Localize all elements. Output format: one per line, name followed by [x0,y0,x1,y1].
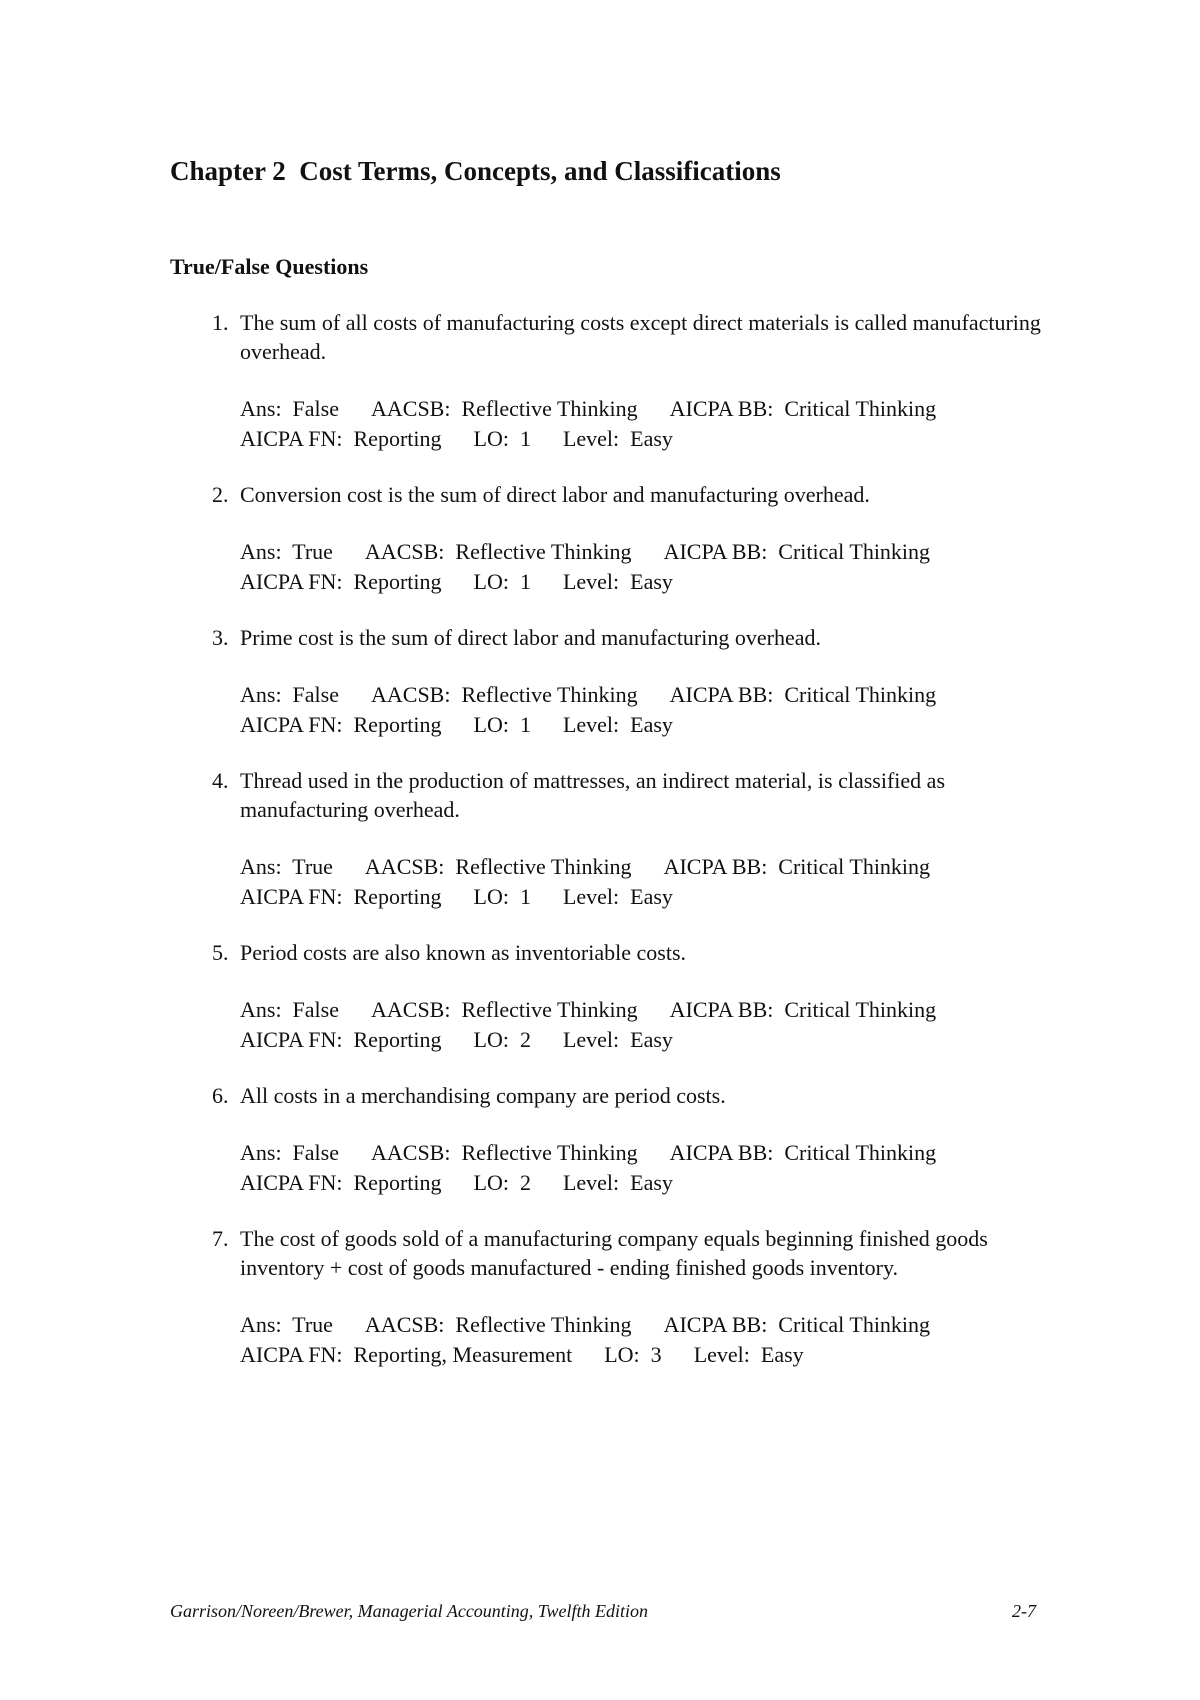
section-title: True/False Questions [170,254,369,279]
learning-objective: LO: 1 [473,426,531,451]
question-item [170,766,1070,912]
difficulty-level: Level: Easy [562,712,673,737]
question-number: 7. [212,1226,229,1251]
aicpa-fn-tag: AICPA FN: Reporting [240,884,442,909]
footer-source: Garrison/Noreen/Brewer, Managerial Accounting, Twelfth Edition [170,1601,648,1621]
aicpa-bb-tag: AICPA BB: Critical Thinking [669,396,937,421]
aacsb-tag: AACSB: Reflective Thinking [371,997,638,1022]
learning-objective: LO: 1 [473,569,531,594]
answer-value: Ans: True [240,1312,333,1337]
answer-metadata [240,995,1070,1055]
aicpa-fn-tag: AICPA FN: Reporting [240,1170,442,1195]
aicpa-bb-tag: AICPA BB: Critical Thinking [663,539,931,564]
answer-metadata [240,680,1070,740]
answer-value: Ans: True [240,539,333,564]
question-item [170,1224,1070,1370]
aacsb-tag: AACSB: Reflective Thinking [364,854,632,879]
learning-objective: LO: 2 [473,1027,531,1052]
question-number: 5. [212,940,229,965]
difficulty-level: Level: Easy [693,1342,804,1367]
aacsb-tag: AACSB: Reflective Thinking [371,1140,638,1165]
aicpa-fn-tag: AICPA FN: Reporting [240,712,442,737]
aicpa-bb-tag: AICPA BB: Critical Thinking [669,997,937,1022]
answer-metadata [240,852,1070,912]
question-number: 6. [212,1083,229,1108]
question-number: 3. [212,625,229,650]
page-footer [170,1601,1036,1622]
question-text: The cost of goods sold of a manufacturing company equals beginning finished goods inventory + cost of goods manufactured - ending finished goods inventory. [240,1226,988,1280]
answer-value: Ans: True [240,854,333,879]
question-item [170,1081,1070,1198]
aicpa-fn-tag: AICPA FN: Reporting, Measurement [240,1342,573,1367]
question-item [170,623,1070,740]
aicpa-bb-tag: AICPA BB: Critical Thinking [669,682,937,707]
difficulty-level: Level: Easy [562,1170,673,1195]
aacsb-tag: AACSB: Reflective Thinking [364,1312,632,1337]
question-text: The sum of all costs of manufacturing costs except direct materials is called manufacturing overhead. [240,310,1041,364]
question-text: Period costs are also known as inventoriable costs. [240,940,687,965]
answer-metadata [240,1310,1070,1370]
answer-value: Ans: False [240,396,339,421]
question-item [170,480,1070,597]
question-text: All costs in a merchandising company are period costs. [240,1083,726,1108]
aacsb-tag: AACSB: Reflective Thinking [371,682,638,707]
difficulty-level: Level: Easy [562,1027,673,1052]
question-text: Prime cost is the sum of direct labor and manufacturing overhead. [240,625,821,650]
answer-value: Ans: False [240,997,339,1022]
aicpa-fn-tag: AICPA FN: Reporting [240,426,442,451]
aicpa-bb-tag: AICPA BB: Critical Thinking [669,1140,937,1165]
aacsb-tag: AACSB: Reflective Thinking [371,396,638,421]
page-number: 2-7 [1012,1601,1036,1621]
aicpa-fn-tag: AICPA FN: Reporting [240,1027,442,1052]
difficulty-level: Level: Easy [562,884,673,909]
aicpa-fn-tag: AICPA FN: Reporting [240,569,442,594]
learning-objective: LO: 1 [473,884,531,909]
answer-metadata [240,394,1070,454]
aicpa-bb-tag: AICPA BB: Critical Thinking [663,1312,931,1337]
question-item [170,308,1070,454]
question-text: Conversion cost is the sum of direct labor and manufacturing overhead. [240,482,870,507]
learning-objective: LO: 2 [473,1170,531,1195]
difficulty-level: Level: Easy [562,426,673,451]
answer-value: Ans: False [240,682,339,707]
learning-objective: LO: 3 [604,1342,662,1367]
answer-metadata [240,1138,1070,1198]
aicpa-bb-tag: AICPA BB: Critical Thinking [663,854,931,879]
question-item [170,938,1070,1055]
question-number: 2. [212,482,229,507]
answer-value: Ans: False [240,1140,339,1165]
aacsb-tag: AACSB: Reflective Thinking [364,539,632,564]
question-number: 1. [212,310,229,335]
learning-objective: LO: 1 [473,712,531,737]
question-number: 4. [212,768,229,793]
question-text: Thread used in the production of mattresses, an indirect material, is classified as manufacturing overhead. [240,768,945,822]
difficulty-level: Level: Easy [562,569,673,594]
question-list [170,308,1070,1396]
chapter-title: Chapter 2 Cost Terms, Concepts, and Classifications [170,156,781,186]
answer-metadata [240,537,1070,597]
